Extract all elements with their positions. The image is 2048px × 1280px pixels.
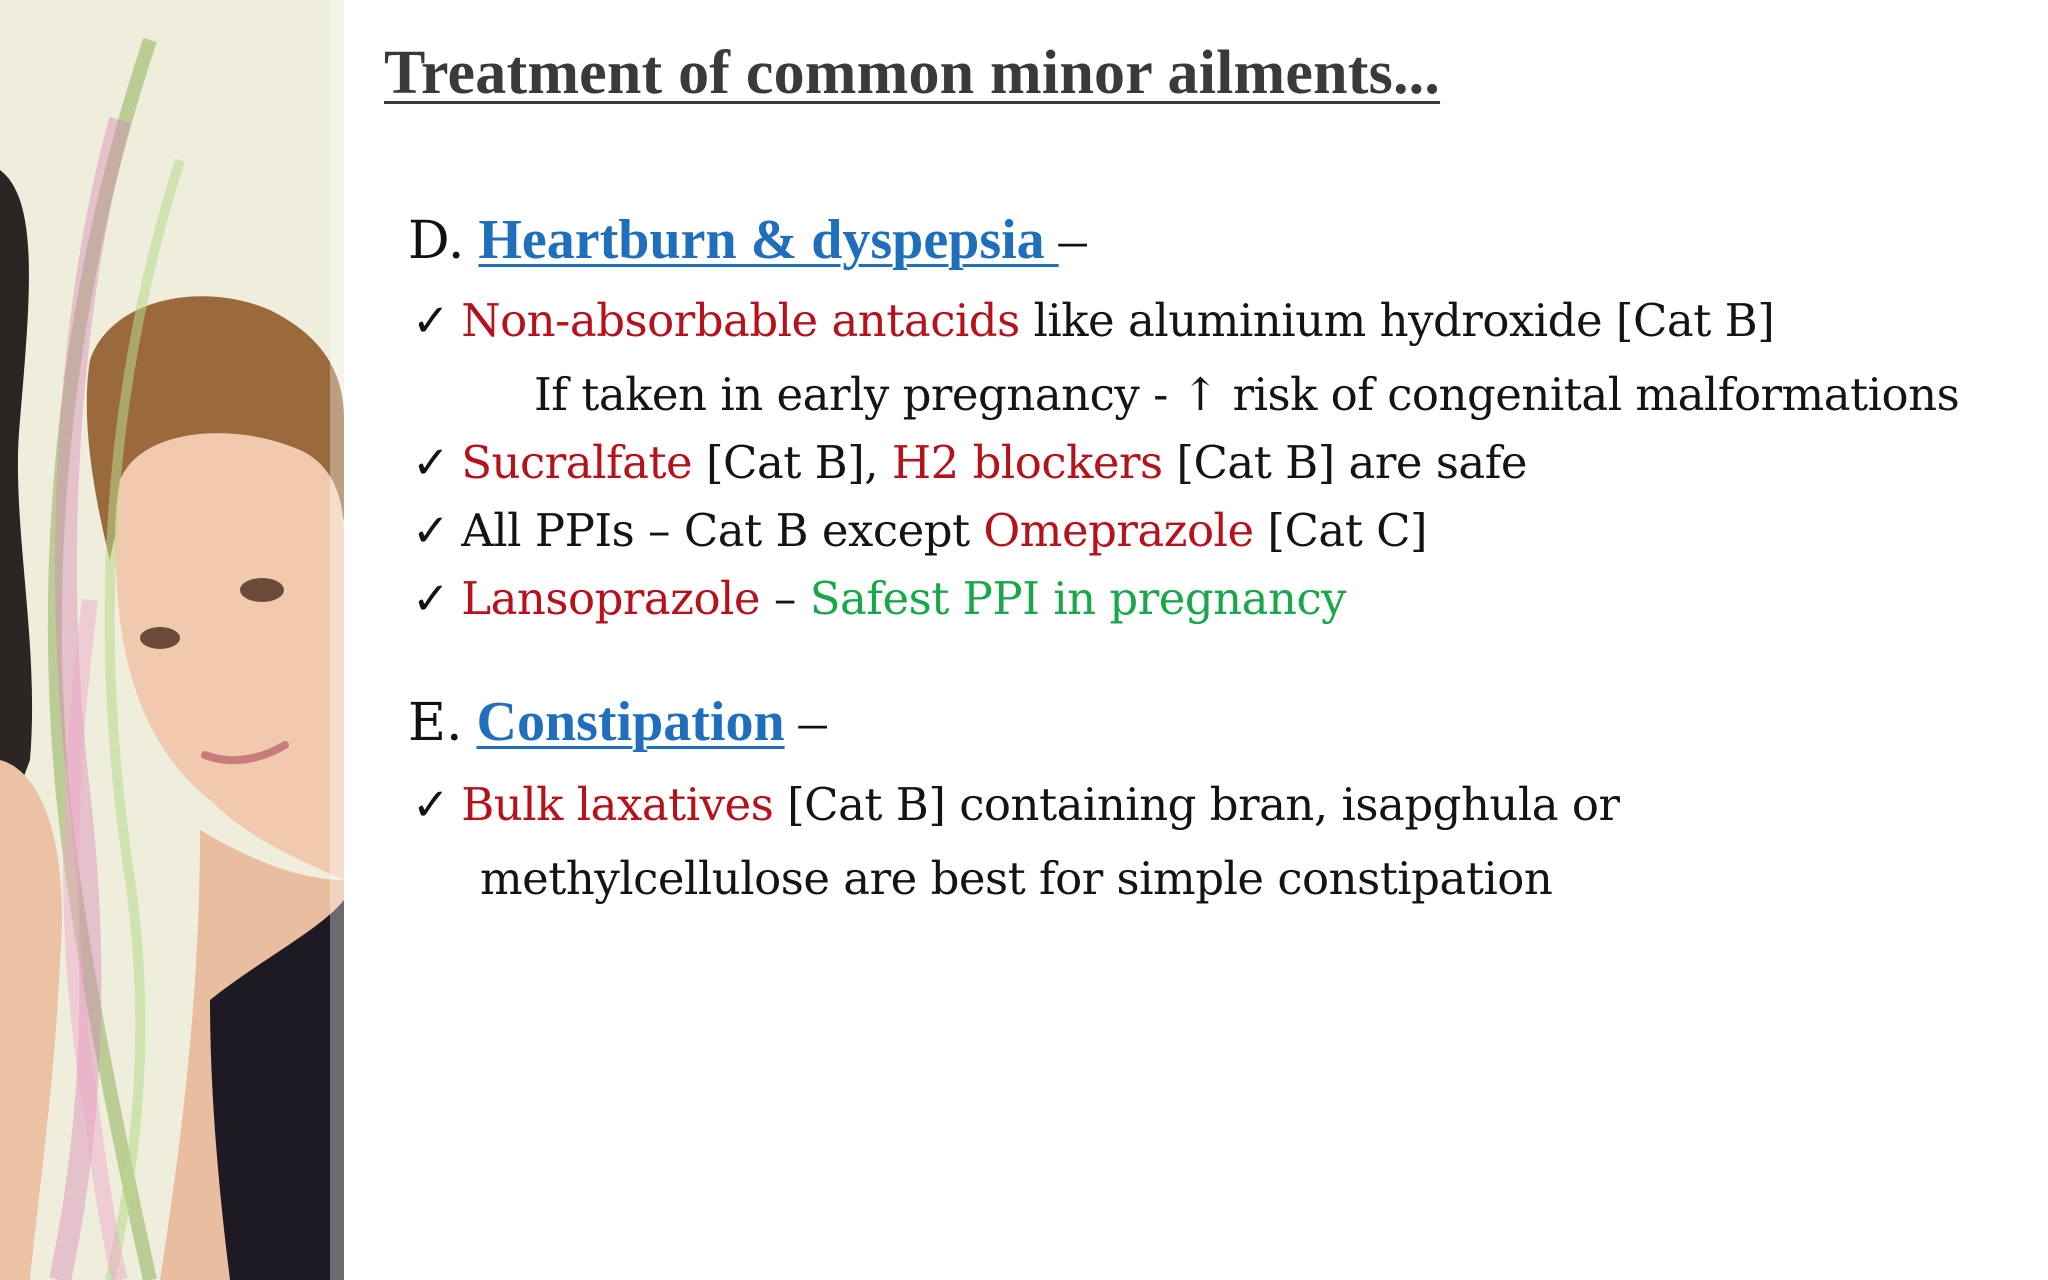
checkmark-icon: ✓: [412, 294, 450, 347]
checkmark-icon: ✓: [412, 572, 450, 625]
section-d-topic: Heartburn & dyspepsia: [478, 209, 1059, 271]
section-e-heading: [408, 690, 827, 754]
checkmark-icon: ✓: [412, 436, 450, 489]
decorative-side-photo: [0, 0, 344, 1280]
section-e-topic: Constipation: [476, 691, 785, 753]
child-photo-illustration: [0, 0, 344, 1280]
list-item: ✓ Lansoprazole – Safest PPI in pregnancy: [412, 572, 1347, 625]
checkmark-icon: ✓: [412, 504, 450, 557]
list-item: ✓ Bulk laxatives [Cat B] containing bran, isapghula or: [412, 778, 1620, 831]
section-d-dash: –: [1058, 209, 1087, 271]
checkmark-icon: ✓: [412, 778, 450, 831]
section-d-letter: D.: [408, 211, 465, 271]
list-item: ✓ All PPIs – Cat B except Omeprazole [Cat C]: [412, 504, 1428, 557]
section-e-dash: –: [784, 691, 827, 753]
list-item-note: If taken in early pregnancy - ↑ risk of congenital malformations: [534, 368, 1960, 421]
list-item-continuation: methylcellulose are best for simple constipation: [480, 852, 1553, 905]
section-d-heading: [408, 208, 1087, 272]
slide-title: Treatment of common minor ailments...: [384, 39, 1441, 107]
list-item: ✓ Sucralfate [Cat B], H2 blockers [Cat B] are safe: [412, 436, 1528, 489]
section-e-letter: E.: [408, 693, 463, 753]
list-item: ✓ Non-absorbable antacids like aluminium hydroxide [Cat B]: [412, 294, 1775, 347]
